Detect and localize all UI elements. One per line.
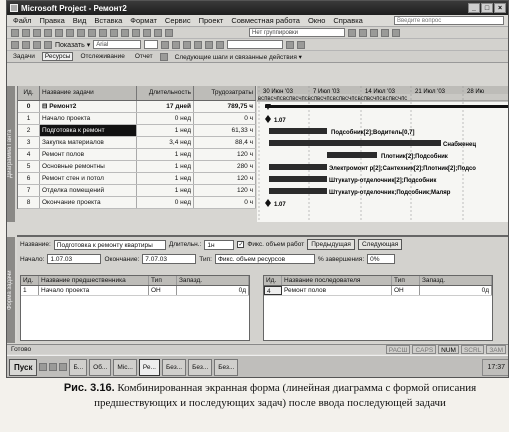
task-duration-cell[interactable]: 17 дней [137,101,194,112]
bar-resource-label: Электромонт р[2];Сантехник[2];Плотник[2];Подсо [329,166,476,172]
table-row[interactable] [18,185,256,197]
maximize-button[interactable]: □ [481,3,493,13]
task-id-cell[interactable]: 4 [18,149,40,160]
show-button[interactable]: Показать ▾ [55,41,91,49]
gantt-chart[interactable] [257,86,509,222]
task-sheet-header [18,86,256,101]
fixed-work-label: Фикс. объем работ [247,241,305,248]
task-bar [327,152,377,158]
start-date-field[interactable]: 1.07.03 [47,254,101,264]
taskbar-button-3[interactable]: Mic... [113,359,137,376]
pred-header-name: Название предшественника [39,276,149,285]
num-indicator: NUM [438,345,459,354]
notes-icon[interactable] [154,29,162,37]
view-bar-task-form[interactable]: Форма задачи [7,237,15,343]
percent-label: % завершения: [317,255,365,263]
view-bar-gantt[interactable]: Диаграмма Ганта [7,86,15,222]
menu-project[interactable]: Проект [198,16,224,25]
window-title: Microsoft Project - Ремонт2 [21,3,127,13]
finish-label: Окончание: [104,255,140,263]
duration-label: Длительн.: [168,241,202,248]
figure-caption [60,381,480,411]
table-row[interactable] [18,173,256,185]
quicklaunch-mail-icon[interactable] [59,363,67,371]
duration-field[interactable]: 1н [204,240,234,250]
bar-resource-label: Снабженец [443,142,477,148]
succ-header-id: Ид. [264,276,282,285]
task-duration-cell[interactable]: 0 нед [137,197,194,208]
start-button[interactable]: Пуск [9,359,37,376]
checkbox-icon[interactable] [160,53,168,61]
filter-select[interactable] [227,40,283,49]
task-bar [269,140,441,146]
task-form [17,235,509,343]
gantt-wizard-icon[interactable] [297,41,305,49]
table-row[interactable] [18,197,256,209]
bar-resource-label: Штукатур-отделочник[2];Подсобник [329,178,437,184]
caption-label: Рис. 3.16. [63,382,115,394]
quicklaunch-browser-icon[interactable] [49,363,57,371]
task-duration-cell[interactable]: 1 нед [137,173,194,184]
paste-icon[interactable] [88,29,96,37]
succ-header-name: Название последователя [282,276,392,285]
app-icon [10,4,18,12]
task-info-icon[interactable] [143,29,151,37]
status-bar [7,344,509,354]
task-name-cell[interactable]: Ремонт полов [40,149,137,160]
table-row[interactable] [18,149,256,161]
align-center-icon[interactable] [205,41,213,49]
table-row[interactable] [21,286,249,296]
menu-insert[interactable]: Вставка [94,16,123,25]
caption-text: Комбинированная экранная форма (линейная диаграмма с формой описания предшествующих и последующих задач) после ввода последующей задачи [94,382,477,409]
table-row[interactable] [18,125,256,137]
finish-date-field[interactable]: 7.07.03 [142,254,196,264]
taskbar-button-6[interactable]: Без... [188,359,212,376]
task-duration-cell[interactable]: 1 нед [137,149,194,160]
plus-icon[interactable] [33,41,41,49]
italic-icon[interactable] [172,41,180,49]
minimize-button[interactable]: _ [468,3,480,13]
task-work-cell[interactable]: 789,75 ч [194,101,256,112]
menu-bar [7,15,508,27]
assign-resources-icon[interactable] [165,29,173,37]
task-duration-cell[interactable]: 0 нед [137,113,194,124]
timescale-week-label: 7 Июл '03 [313,89,340,95]
task-work-cell[interactable]: 0 ч [194,113,256,124]
unlink-icon[interactable] [121,29,129,37]
header-duration[interactable]: Длительность [137,86,194,100]
font-select[interactable]: Arial [93,40,141,49]
task-id-cell[interactable]: 6 [18,173,40,184]
caps-indicator: CAPS [412,345,436,354]
project-guide-bar [7,51,508,63]
menu-format[interactable]: Формат [130,16,157,25]
predecessors-table [20,275,250,341]
taskbar-button-project[interactable]: Ре... [139,359,160,376]
menu-help[interactable]: Справка [333,16,363,25]
group-select[interactable]: Нет группировки [249,28,345,37]
task-work-cell[interactable]: 280 ч [194,161,256,172]
task-work-cell[interactable]: 88,4 ч [194,137,256,148]
table-row[interactable] [18,113,256,125]
screenshot-window [6,0,509,378]
autofilter-icon[interactable] [286,41,294,49]
successors-table [263,275,493,341]
taskbar-button-7[interactable]: Без... [214,359,238,376]
bar-resource-label: Штукатур-отделочник;Подсобник;Маляр [329,190,451,196]
scrl-indicator: SCRL [461,345,484,354]
task-name-cell[interactable]: Окончание проекта [40,197,137,208]
task-type-select[interactable]: Фикс. объем ресурсов [215,254,315,264]
task-name-cell[interactable]: Основные ремонтны [40,161,137,172]
taskbar-button-5[interactable]: Без... [162,359,186,376]
link-icon[interactable] [110,29,118,37]
font-size-select[interactable] [144,40,158,49]
pred-header-type: Тип [149,276,177,285]
succ-header-lag: Запазд. [420,276,492,285]
task-bar [269,176,327,182]
windows-taskbar [7,355,509,378]
preview-icon[interactable] [55,29,63,37]
timescale-day-letters: ВСПВСЧПСВСПВСЧПСВСПВСЧПСВСПВСЧПСВСПВСЧПСВСПВСЧПС [258,96,408,102]
timescale-week-label: 30 Июн '03 [263,89,293,95]
milestone-finish [265,199,271,207]
gantt-svg [257,86,509,222]
status-text: Готово [11,346,32,353]
align-right-icon[interactable] [216,41,224,49]
task-id-cell[interactable]: 0 [18,101,40,112]
task-name-cell[interactable]: Подготовка к ремонт [40,125,137,136]
guide-tracking[interactable]: Отслеживание [80,53,125,60]
undo-icon[interactable] [99,29,107,37]
task-name-cell[interactable]: Ремонт стен и потол [40,173,137,184]
task-id-cell[interactable]: 5 [18,161,40,172]
table-row[interactable] [18,101,256,113]
task-duration-cell[interactable]: 1 нед [137,185,194,196]
bar-resource-label: Подсобник[2];Водитель[0,7] [331,130,415,136]
task-id-cell[interactable]: 7 [18,185,40,196]
milestone-start [265,115,271,123]
title-bar [7,1,508,15]
type-label: Тип: [199,255,212,263]
timescale-week-label: 14 Июл '03 [365,89,396,95]
bold-icon[interactable] [161,41,169,49]
task-id-cell[interactable]: 8 [18,197,40,208]
header-id[interactable]: Ид. [18,86,40,100]
menu-collaborate[interactable]: Совместная работа [231,16,300,25]
pred-lag-cell[interactable]: 0д [177,286,249,295]
task-duration-cell[interactable]: 1 нед [137,125,194,136]
close-button[interactable]: × [494,3,506,13]
formatting-toolbar [7,39,508,51]
split-icon[interactable] [132,29,140,37]
previous-button[interactable]: Предыдущая [307,239,355,250]
menu-edit[interactable]: Правка [39,16,65,25]
start-label: Начало: [20,255,45,263]
zoom-out-icon[interactable] [359,29,367,37]
task-work-cell[interactable]: 120 ч [194,185,256,196]
task-work-cell[interactable]: 0 ч [194,197,256,208]
menu-file[interactable]: Файл [13,16,32,25]
copy-picture-icon[interactable] [381,29,389,37]
timescale-week-label: 21 Июл '03 [415,89,446,95]
task-bar [269,188,327,194]
taskbar-button-2[interactable]: Об... [89,359,111,376]
pred-id-cell[interactable]: 1 [21,286,39,295]
task-id-cell[interactable]: 1 [18,113,40,124]
help-icon[interactable] [392,29,400,37]
milestone-label: 1.07 [274,118,286,124]
name-label: Название: [20,241,51,248]
cut-icon[interactable] [66,29,74,37]
task-duration-cell[interactable]: 1 нед [137,161,194,172]
pred-header-lag: Запазд. [177,276,249,285]
succ-type-cell[interactable]: ОН [392,286,420,295]
menu-window[interactable]: Окно [307,16,326,25]
save-icon[interactable] [33,29,41,37]
percent-complete-field[interactable]: 0% [367,254,395,264]
align-left-icon[interactable] [194,41,202,49]
pred-name-cell[interactable]: Начало проекта [39,286,149,295]
guide-tasks[interactable]: Задачи [13,53,35,60]
ext-indicator: РАСШ [386,345,411,354]
menu-view[interactable]: Вид [72,16,87,25]
guide-report[interactable]: Отчет [134,53,153,60]
outdent-icon[interactable] [11,41,19,49]
taskbar-button-1[interactable]: Б... [69,359,87,376]
task-name-cell[interactable]: Начало проекта [40,113,137,124]
bar-resource-label: Плотник[2];Подсобник [381,154,448,160]
task-name-cell[interactable]: Отделка помещений [40,185,137,196]
table-row[interactable] [18,161,256,173]
table-row[interactable] [264,286,492,296]
task-name-cell[interactable]: ⊟ Ремонт2 [40,101,137,112]
copy-icon[interactable] [77,29,85,37]
task-work-cell[interactable]: 120 ч [194,149,256,160]
task-sheet [17,86,256,209]
task-bar [269,164,327,170]
succ-name-cell[interactable]: Ремонт полов [282,286,392,295]
succ-header-type: Тип [392,276,420,285]
underline-icon[interactable] [183,41,191,49]
task-id-cell[interactable]: 2 [18,125,40,136]
header-work[interactable]: Трудозатраты [194,86,256,100]
table-row[interactable] [18,137,256,149]
pred-header-id: Ид. [21,276,39,285]
indent-icon[interactable] [22,41,30,49]
header-task-name[interactable]: Название задачи [40,86,137,100]
ovr-indicator: ЗАМ [486,345,506,354]
milestone-label: 1.07 [274,202,286,208]
task-bar [269,128,327,134]
quicklaunch-desktop-icon[interactable] [39,363,47,371]
summary-bar [265,105,509,108]
next-steps-dropdown[interactable]: Следующие шаги и связанные действия ▾ [174,53,302,61]
fixed-work-checkbox[interactable]: ✓ [238,242,244,248]
print-icon[interactable] [44,29,52,37]
minus-icon[interactable] [44,41,52,49]
task-work-cell[interactable]: 61,33 ч [194,125,256,136]
new-icon[interactable] [11,29,19,37]
succ-id-cell[interactable]: 4 [264,286,282,295]
succ-lag-cell[interactable]: 0д [420,286,492,295]
goto-task-icon[interactable] [370,29,378,37]
guide-resources[interactable]: Ресурсы [42,52,74,61]
help-search-input[interactable]: Введите вопрос [394,16,504,25]
task-duration-cell[interactable]: 3,4 нед [137,137,194,148]
timescale-week-label: 28 Ию [467,89,485,95]
system-clock: 17:37 [482,359,509,376]
task-id-cell[interactable]: 3 [18,137,40,148]
standard-toolbar [7,27,508,39]
pred-type-cell[interactable]: ОН [149,286,177,295]
menu-tools[interactable]: Сервис [164,16,191,25]
open-icon[interactable] [22,29,30,37]
zoom-in-icon[interactable] [348,29,356,37]
next-button[interactable]: Следующая [358,239,402,250]
task-name-field[interactable]: Подготовка к ремонту квартиры [54,240,166,250]
task-name-cell[interactable]: Закупка материалов [40,137,137,148]
task-work-cell[interactable]: 120 ч [194,173,256,184]
